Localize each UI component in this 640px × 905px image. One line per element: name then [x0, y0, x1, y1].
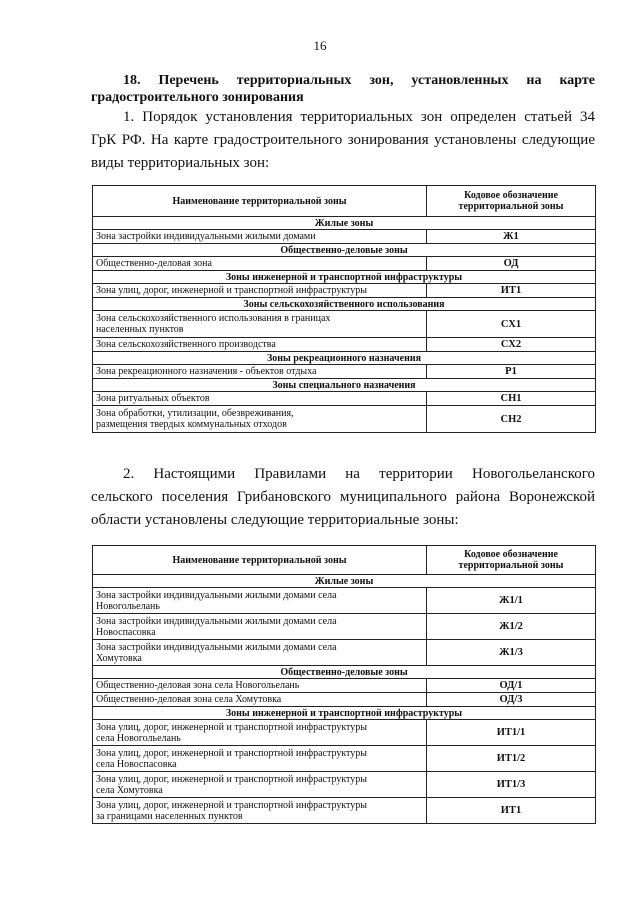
- zone-group-title: Зоны инженерной и транспортной инфраструктуры: [93, 707, 596, 720]
- group-row: [93, 271, 596, 284]
- column-header-name: Наименование территориальной зоны: [93, 546, 427, 575]
- group-row: [93, 352, 596, 365]
- group-row: [93, 666, 596, 679]
- zone-code: СН1: [427, 392, 596, 406]
- zone-name-line-1: Зона ритуальных объектов: [96, 393, 210, 404]
- section-heading-line-1: 18. Перечень территориальных зон, установленных на карте: [123, 73, 595, 88]
- table-row: [93, 406, 596, 433]
- zone-group-title: Жилые зоны: [93, 575, 596, 588]
- zone-name-line-2: села Новогольелань: [96, 732, 181, 744]
- section-heading: [91, 72, 595, 106]
- zone-name-line-1: Зона сельскохозяйственного производства: [96, 339, 276, 350]
- zone-name-line-2: Новоспасовка: [96, 626, 156, 638]
- zone-name-line-1: Зона улиц, дорог, инженерной и транспортной инфраструктуры: [96, 285, 367, 296]
- paragraph-1-line-2: ГрК РФ. На карте градостроительного зонирования установлены следующие: [91, 132, 595, 148]
- zone-group-title: Зоны сельскохозяйственного использования: [93, 298, 596, 311]
- section-heading-line-2: градостроительного зонирования: [91, 90, 304, 105]
- zone-name: [93, 614, 427, 640]
- table-row: [93, 311, 596, 338]
- zone-name: [93, 746, 427, 772]
- zone-code: Ж1/2: [427, 614, 596, 640]
- zone-group-title: Зоны инженерной и транспортной инфраструктуры: [93, 271, 596, 284]
- zone-name-line-1: Зона обработки, утилизации, обезвреживания,: [96, 408, 294, 419]
- paragraph-1: [91, 106, 595, 175]
- zone-code: ОД/3: [427, 693, 596, 707]
- zone-name-line-1: Зона застройки индивидуальными жилыми домами села: [96, 589, 337, 601]
- zone-code: ИТ1/2: [427, 746, 596, 772]
- page-number: 16: [313, 38, 327, 53]
- zone-code: СХ1: [427, 311, 596, 338]
- column-header-code-line-2: территориальной зоны: [458, 560, 564, 571]
- zone-name: [93, 338, 427, 352]
- zone-name: [93, 406, 427, 433]
- zone-name: [93, 798, 427, 824]
- zone-code: ИТ1/3: [427, 772, 596, 798]
- zone-name-line-1: Общественно-деловая зона села Новогольелань: [96, 680, 300, 691]
- table-header-row: [93, 546, 596, 575]
- zone-name: [93, 772, 427, 798]
- zone-code: ИТ1/1: [427, 720, 596, 746]
- zone-name-line-1: Зона рекреационного назначения - объектов отдыха: [96, 366, 317, 377]
- table-row: [93, 392, 596, 406]
- zone-code: Р1: [427, 365, 596, 379]
- table-row: [93, 640, 596, 666]
- zone-name-line-2: села Хомутовка: [96, 784, 163, 796]
- zone-name: [93, 392, 427, 406]
- column-header-code-line-1: Кодовое обозначение: [464, 549, 558, 560]
- zone-name-line-1: Зона застройки индивидуальными жилыми домами села: [96, 615, 337, 627]
- table-row: [93, 284, 596, 298]
- column-header-code: [427, 186, 596, 217]
- table-row: [93, 679, 596, 693]
- group-row: [93, 244, 596, 257]
- zone-name-line-1: Общественно-деловая зона: [96, 258, 212, 269]
- zone-name: [93, 720, 427, 746]
- zone-code: ОД/1: [427, 679, 596, 693]
- zone-name-line-1: Общественно-деловая зона села Хомутовка: [96, 694, 282, 705]
- paragraph-2: [91, 463, 595, 532]
- paragraph-2-line-3: области установлены следующие территориальные зоны:: [91, 512, 459, 528]
- zone-name-line-1: Зона застройки индивидуальными жилыми домами: [96, 231, 316, 242]
- zone-code: СХ2: [427, 338, 596, 352]
- zone-name-line-2: населенных пунктов: [96, 324, 184, 335]
- zones-table-general: [92, 185, 596, 433]
- zone-name-line-1: Зона застройки индивидуальными жилыми домами села: [96, 641, 337, 653]
- paragraph-1-line-3: виды территориальных зон:: [91, 155, 270, 171]
- table-row: [93, 798, 596, 824]
- table-row: [93, 720, 596, 746]
- zone-group-title: Общественно-деловые зоны: [93, 666, 596, 679]
- zone-name: [93, 257, 427, 271]
- zone-code: СН2: [427, 406, 596, 433]
- zone-name-line-2: за границами населенных пунктов: [96, 810, 243, 822]
- zone-name-line-2: села Новоспасовка: [96, 758, 177, 770]
- zone-name: [93, 693, 427, 707]
- zone-code: ИТ1: [427, 798, 596, 824]
- zone-name-line-1: Зона улиц, дорог, инженерной и транспортной инфраструктуры: [96, 747, 367, 759]
- zone-name-line-2: Хомутовка: [96, 652, 142, 664]
- table-row: [93, 257, 596, 271]
- zone-code: Ж1/3: [427, 640, 596, 666]
- table-row: [93, 588, 596, 614]
- group-row: [93, 379, 596, 392]
- zones-table-settlement: [92, 545, 596, 824]
- zone-group-title: Общественно-деловые зоны: [93, 244, 596, 257]
- zone-name: [93, 284, 427, 298]
- zone-code: Ж1: [427, 230, 596, 244]
- table-header-row: [93, 186, 596, 217]
- zone-group-title: Зоны специального назначения: [93, 379, 596, 392]
- table-row: [93, 230, 596, 244]
- zone-name-line-1: Зона улиц, дорог, инженерной и транспортной инфраструктуры: [96, 773, 367, 785]
- zone-name-line-2: размещения твердых коммунальных отходов: [96, 419, 287, 430]
- column-header-code: [427, 546, 596, 575]
- zone-name: [93, 640, 427, 666]
- zone-name-line-2: Новогольелань: [96, 600, 160, 612]
- zone-name-line-1: Зона улиц, дорог, инженерной и транспортной инфраструктуры: [96, 721, 367, 733]
- paragraph-2-line-1: 2. Настоящими Правилами на территории Новогольеланского: [123, 466, 595, 482]
- group-row: [93, 298, 596, 311]
- column-header-code-line-2: территориальной зоны: [458, 201, 564, 212]
- paragraph-1-line-1: 1. Порядок установления территориальных зон определен статьей 34: [123, 109, 595, 125]
- zone-group-title: Жилые зоны: [93, 217, 596, 230]
- zone-name-line-1: Зона улиц, дорог, инженерной и транспортной инфраструктуры: [96, 799, 367, 811]
- zone-name: [93, 588, 427, 614]
- column-header-name: Наименование территориальной зоны: [93, 186, 427, 217]
- zone-name: [93, 365, 427, 379]
- zone-code: ОД: [427, 257, 596, 271]
- table-row: [93, 614, 596, 640]
- zone-name: [93, 679, 427, 693]
- zone-group-title: Зоны рекреационного назначения: [93, 352, 596, 365]
- table-row: [93, 365, 596, 379]
- table-row: [93, 693, 596, 707]
- zone-code: ИТ1: [427, 284, 596, 298]
- group-row: [93, 707, 596, 720]
- table-row: [93, 338, 596, 352]
- zone-name: [93, 311, 427, 338]
- paragraph-2-line-2: сельского поселения Грибановского муниципального района Воронежской: [91, 489, 595, 505]
- table-row: [93, 746, 596, 772]
- zone-name: [93, 230, 427, 244]
- zone-name-line-1: Зона сельскохозяйственного использования в границах: [96, 313, 331, 324]
- column-header-code-line-1: Кодовое обозначение: [464, 190, 558, 201]
- table-row: [93, 772, 596, 798]
- group-row: [93, 217, 596, 230]
- group-row: [93, 575, 596, 588]
- zone-code: Ж1/1: [427, 588, 596, 614]
